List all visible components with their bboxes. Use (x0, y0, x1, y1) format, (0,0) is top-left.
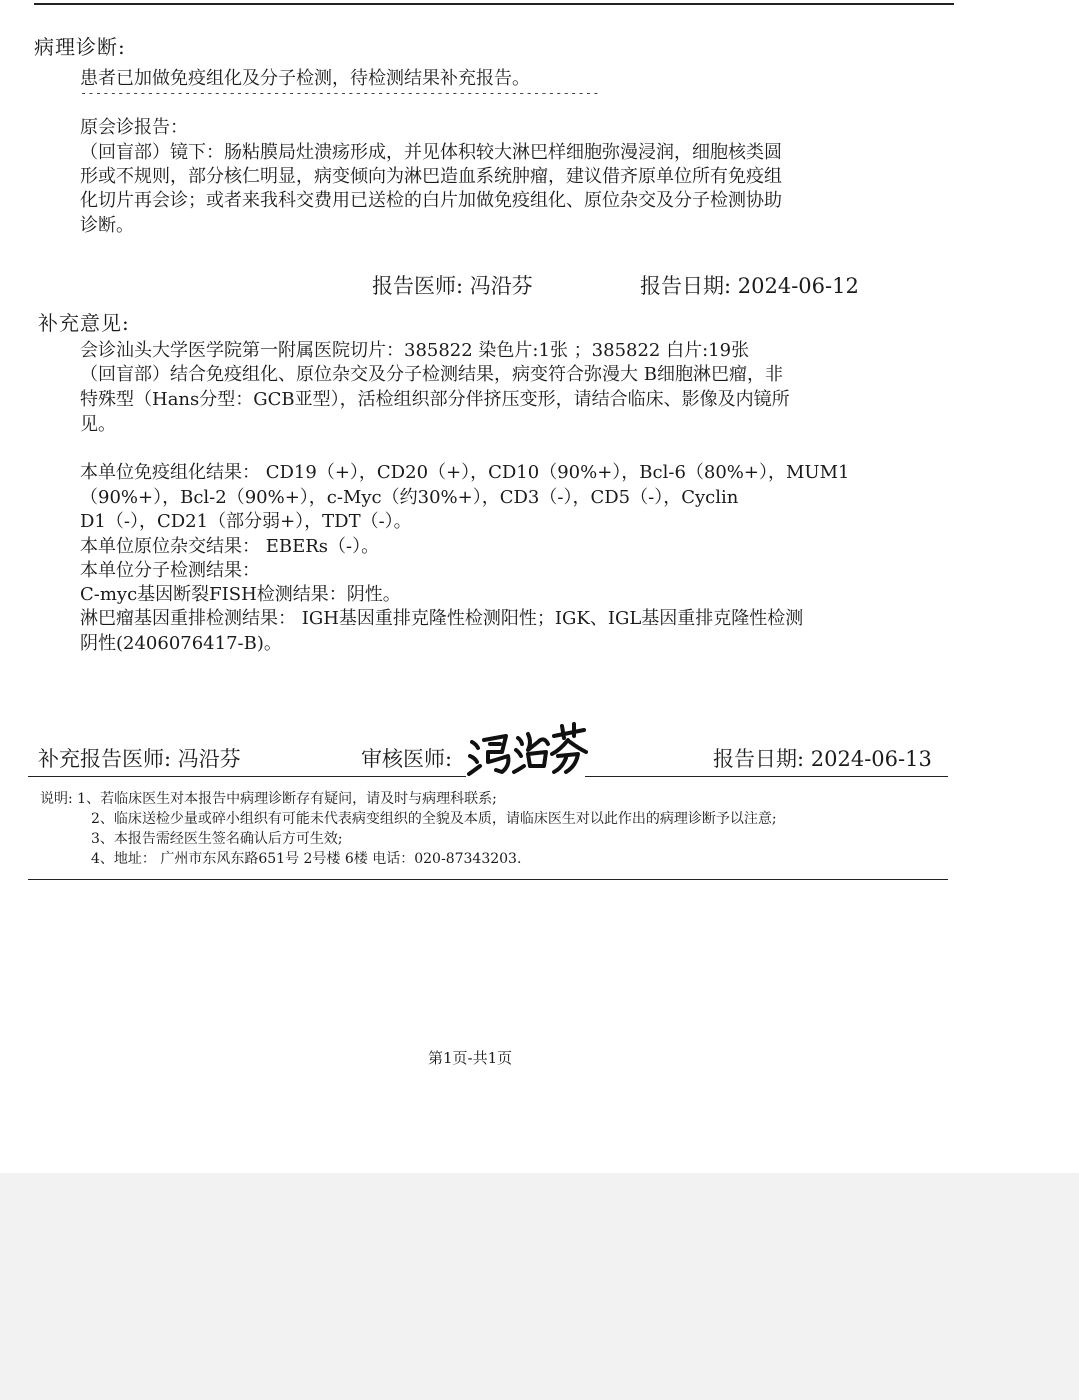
ihc-result-line: （90%+），Bcl-2（90%+），c-Myc（约30%+），CD3（-），CD5（-），Cyclin (80, 487, 739, 508)
note-line: 说明: 1、若临床医生对本报告中病理诊断存有疑问，请及时与病理科联系; (40, 791, 497, 807)
footer-rule-top (28, 776, 466, 777)
supplement-doctor: 补充报告医师: 冯沿芬 (38, 747, 241, 771)
fish-result-line: C-myc基因断裂FISH检测结果：阴性。 (80, 584, 401, 605)
note-line: 4、地址： 广州市东风东路651号 2号楼 6楼 电话：020-87343203. (91, 851, 522, 867)
review-doctor-label: 审核医师: (361, 747, 453, 771)
original-report-heading: 原会诊报告： (80, 117, 188, 138)
final-report-date: 报告日期: 2024-06-13 (713, 747, 932, 771)
note-line: 3、本报告需经医生签名确认后方可生效; (91, 831, 343, 847)
supplement-line: 会诊汕头大学医学院第一附属医院切片：385822 染色片:1张 ；385822 白片:19张 (80, 340, 750, 361)
molecular-heading: 本单位分子检测结果： (80, 560, 260, 581)
supplement-heading: 补充意见: (38, 311, 130, 335)
divider-dashes: ---------------------------------------------------------------------- (80, 86, 600, 100)
gene-rearrangement-line: 淋巴瘤基因重排检测结果： IGH基因重排克隆性检测阳性；IGK、IGL基因重排克隆性检测 (80, 608, 804, 629)
gene-rearrangement-line: 阴性(2406076417-B)。 (80, 633, 282, 654)
diagnosis-heading: 病理诊断: (34, 35, 126, 59)
original-report-line: 诊断。 (80, 215, 134, 236)
ihc-result-line: D1（-），CD21（部分弱+），TDT（-）。 (80, 511, 412, 532)
handwritten-signature (466, 722, 591, 778)
ihc-result-line: 本单位免疫组化结果： CD19（+），CD20（+），CD10（90%+），Bcl-6（80%+），MUM1 (80, 462, 850, 483)
footer-rule-bottom (28, 879, 948, 880)
ish-result-line: 本单位原位杂交结果： EBERs（-）。 (80, 536, 380, 557)
page-number: 第1页-共1页 (428, 1049, 513, 1067)
report-date: 报告日期: 2024-06-12 (640, 274, 859, 298)
supplement-line: （回盲部）结合免疫组化、原位杂交及分子检测结果，病变符合弥漫大 B细胞淋巴瘤，非 (80, 364, 783, 385)
original-report-line: 化切片再会诊；或者来我科交费用已送检的白片加做免疫组化、原位杂交及分子检测协助 (80, 190, 782, 211)
original-report-line: （回盲部）镜下：肠粘膜局灶溃疡形成，并见体积较大淋巴样细胞弥漫浸润，细胞核类圆 (80, 142, 782, 163)
viewer-background (0, 1173, 1079, 1400)
diagnosis-line: 患者已加做免疫组化及分子检测，待检测结果补充报告。 (80, 68, 530, 89)
original-report-line: 形或不规则，部分核仁明显，病变倾向为淋巴造血系统肿瘤，建议借齐原单位所有免疫组 (80, 166, 782, 187)
note-line: 2、临床送检少量或碎小组织有可能未代表病变组织的全貌及本质，请临床医生对以此作出的病理诊断予以注意; (91, 811, 777, 827)
supplement-line: 特殊型（Hans分型：GCB亚型），活检组织部分伴挤压变形，请结合临床、影像及内镜所 (80, 389, 790, 410)
top-rule (34, 3, 954, 5)
footer-rule-top-right (585, 776, 948, 777)
report-doctor: 报告医师: 冯沿芬 (372, 274, 533, 298)
supplement-line: 见。 (80, 414, 116, 435)
